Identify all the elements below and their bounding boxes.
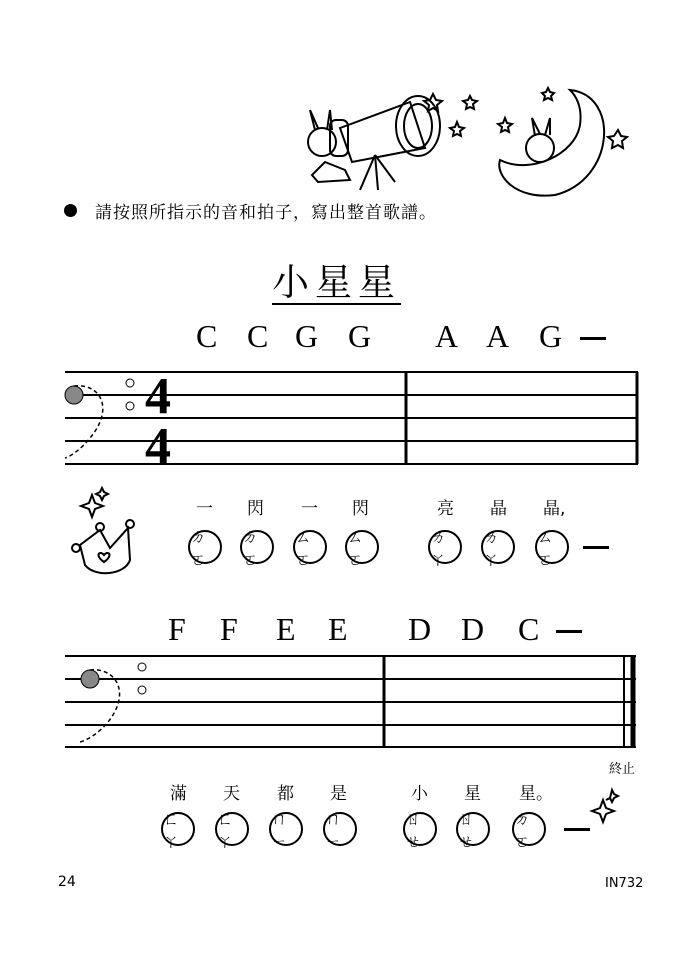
hold-dash <box>583 546 609 549</box>
solfege-circle: ㄖㄝ <box>403 812 437 846</box>
star-icon <box>498 118 512 132</box>
solfege-circle: ㄖㄝ <box>456 812 490 846</box>
lyric: 一 <box>196 499 213 519</box>
note-name: G <box>295 318 319 354</box>
note-name: F <box>220 611 238 647</box>
song-title: 小星星 <box>272 261 401 304</box>
note-name: G <box>539 318 563 354</box>
lyric: 閃 <box>247 499 264 519</box>
lyrics-line1 <box>0 494 700 518</box>
solfege-circle: ㄉㄛ <box>512 812 546 846</box>
solfege-circle: ㄙㄛ <box>293 530 327 564</box>
star-icon <box>542 88 554 100</box>
star-icon <box>608 130 627 148</box>
note-name: F <box>168 611 186 647</box>
hold-dash <box>580 337 606 340</box>
moon-icon <box>499 90 604 196</box>
note-name: G <box>348 318 372 354</box>
book-code: IN732 <box>605 876 644 891</box>
lyric: 滿 <box>170 784 187 804</box>
telescope-icon <box>330 96 440 190</box>
rabbit-icon <box>526 118 554 162</box>
lyric: 是 <box>330 784 347 804</box>
lyric: 小 <box>411 784 428 804</box>
solfege-circle: ㄌㄚ <box>481 530 515 564</box>
bullet-icon <box>64 204 77 217</box>
lyric: 都 <box>277 784 294 804</box>
solfege-circle: ㄇㄧ <box>269 812 303 846</box>
note-name: C <box>196 318 218 354</box>
note-name: D <box>461 611 485 647</box>
lyric: 亮 <box>437 499 454 519</box>
solfege-circle: ㄙㄛ <box>535 530 569 564</box>
hold-dash <box>556 630 582 633</box>
note-name: C <box>247 318 269 354</box>
solfege-circle: ㄈㄚ <box>215 812 249 846</box>
note-name: E <box>276 611 296 647</box>
hold-dash <box>564 828 590 831</box>
star-icon <box>463 96 477 109</box>
lyrics-line2 <box>0 779 700 803</box>
note-name: A <box>486 318 510 354</box>
star-icon <box>450 122 464 136</box>
time-signature-top: 4 <box>145 368 171 425</box>
note-name: C <box>518 611 540 647</box>
solfege-circle: ㄌㄚ <box>428 530 462 564</box>
solfege-line2 <box>0 809 700 852</box>
instruction-text: 請按照所指示的音和拍子，寫出整首歌譜。 <box>95 203 437 223</box>
lyric: 星 <box>464 784 481 804</box>
solfege-circle: ㄉㄛ <box>188 530 222 564</box>
instruction <box>64 198 437 223</box>
note-name: A <box>435 318 459 354</box>
note-name: D <box>408 611 432 647</box>
solfege-circle: ㄈㄚ <box>161 812 195 846</box>
staff-line2 <box>60 652 650 752</box>
time-signature-bottom: 4 <box>145 418 171 468</box>
note-names-line2 <box>0 611 700 651</box>
lyric: 星。 <box>519 784 553 804</box>
solfege-circle: ㄉㄛ <box>240 530 274 564</box>
page-number: 24 <box>58 874 76 890</box>
note-names-line1 <box>0 318 700 358</box>
staff-line1 <box>60 368 650 468</box>
solfege-circle: ㄇㄧ <box>323 812 357 846</box>
note-name: E <box>328 611 348 647</box>
lyric: 閃 <box>352 499 369 519</box>
lyric: 晶 <box>490 499 507 519</box>
lyric: 一 <box>301 499 318 519</box>
solfege-line1 <box>0 527 700 570</box>
lyric: 晶, <box>543 499 566 519</box>
lyric: 天 <box>223 784 240 804</box>
solfege-circle: ㄙㄛ <box>345 530 379 564</box>
end-mark: 終止 <box>609 762 636 777</box>
